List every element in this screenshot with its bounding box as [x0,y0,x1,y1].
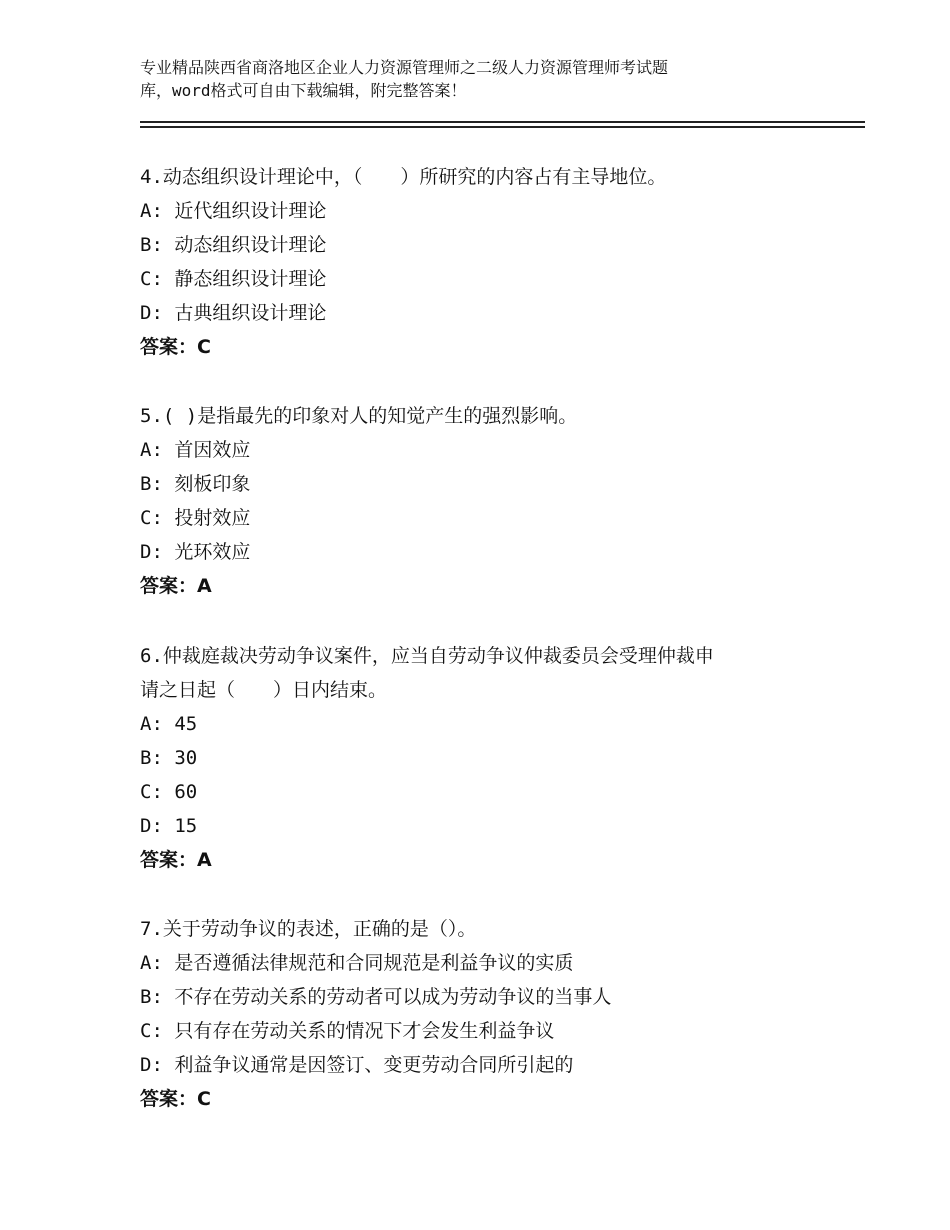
option-c: C: 静态组织设计理论 [140,268,327,290]
option-d: D: 利益争议通常是因签订、变更劳动合同所引起的 [140,1054,574,1076]
question-stem: 4.动态组织设计理论中，（ ）所研究的内容占有主导地位。 [140,166,667,188]
option-b: B: 刻板印象 [140,473,251,495]
question-stem: 5.( )是指最先的印象对人的知觉产生的强烈影响。 [140,405,578,427]
option-b: B: 动态组织设计理论 [140,234,327,256]
option-a: A: 近代组织设计理论 [140,200,327,222]
option-a: A: 是否遵循法律规范和合同规范是利益争议的实质 [140,952,574,974]
question-4 [140,160,820,364]
header-line-2: 库，word格式可自由下载编辑，附完整答案！ [140,81,467,100]
header-divider [140,121,865,123]
header-line-1: 专业精品陕西省商洛地区企业人力资源管理师之二级人力资源管理师考试题 [140,58,669,77]
answer-label: 答案：C [140,336,211,358]
answer-label: 答案：A [140,575,212,597]
option-a: A: 45 [140,713,198,735]
option-d: D: 光环效应 [140,541,251,563]
answer-label: 答案：A [140,849,212,871]
header-divider-double [140,126,865,128]
option-d: D: 古典组织设计理论 [140,302,327,324]
document-header [140,56,780,102]
option-c: C: 60 [140,781,198,803]
option-b: B: 不存在劳动关系的劳动者可以成为劳动争议的当事人 [140,986,612,1008]
option-a: A: 首因效应 [140,439,251,461]
option-c: C: 投射效应 [140,507,251,529]
question-6 [140,639,820,877]
question-7 [140,912,820,1116]
question-stem: 6.仲裁庭裁决劳动争议案件，应当自劳动争议仲裁委员会受理仲裁申 [140,645,714,667]
question-stem-continued: 请之日起（ ）日内结束。 [140,679,388,701]
question-stem: 7.关于劳动争议的表述，正确的是（）。 [140,918,477,940]
option-c: C: 只有存在劳动关系的情况下才会发生利益争议 [140,1020,555,1042]
answer-label: 答案：C [140,1088,211,1110]
option-d: D: 15 [140,815,198,837]
option-b: B: 30 [140,747,198,769]
question-5 [140,399,820,603]
